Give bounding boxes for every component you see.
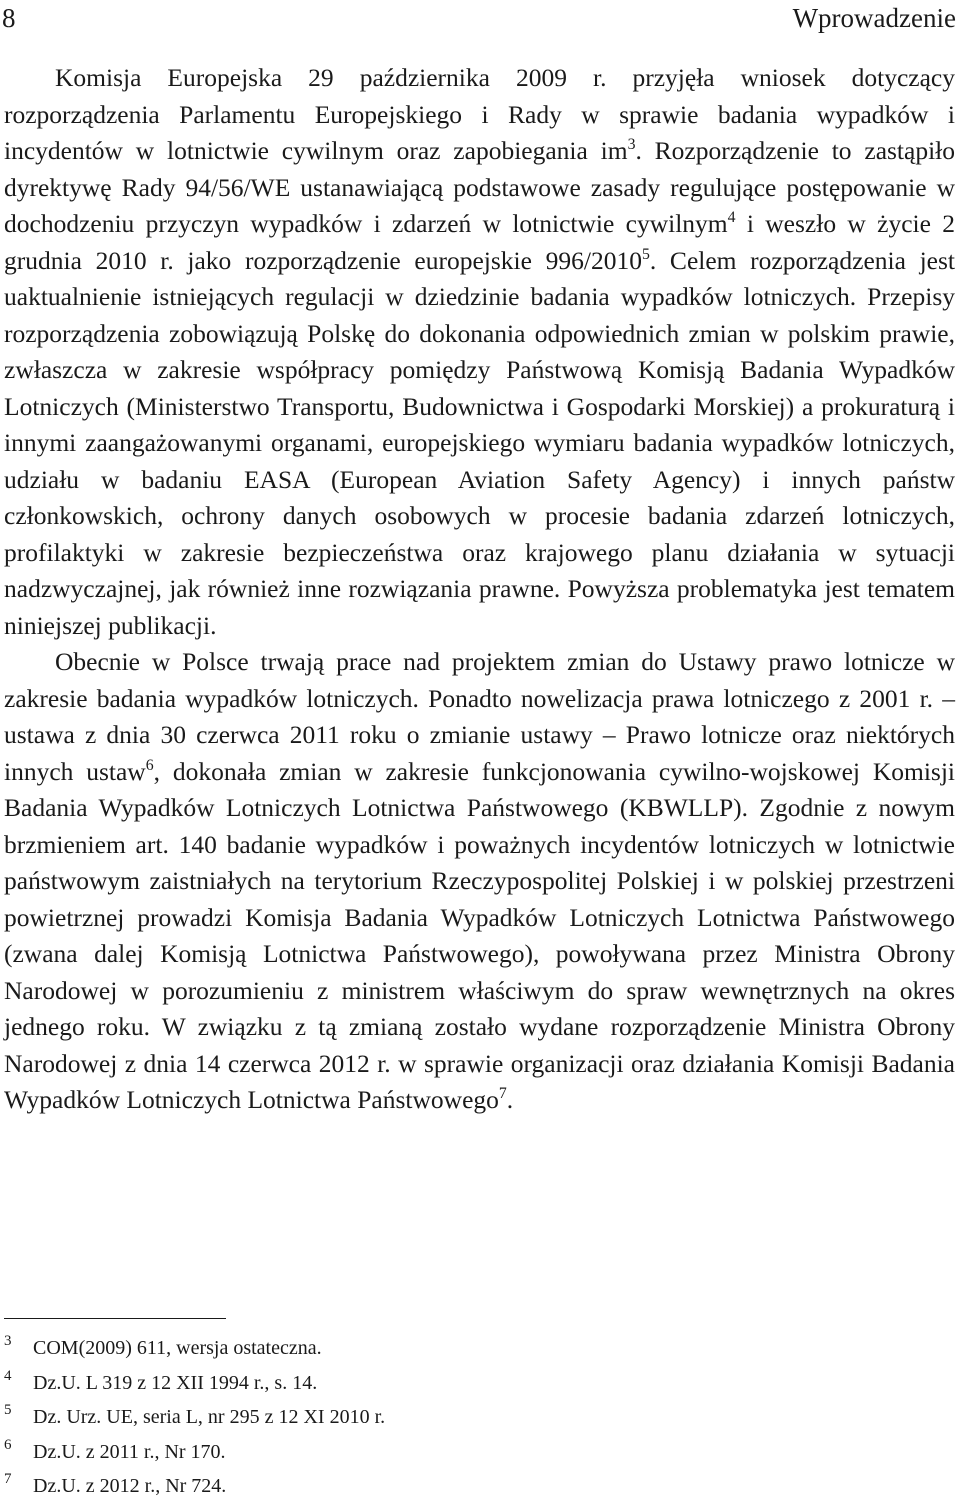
footnote-number: 3 (4, 1333, 12, 1349)
footnotes-list (4, 1331, 904, 1504)
footnote-text: Dz.U. z 2012 r., Nr 724. (33, 1475, 227, 1497)
footnote (4, 1331, 904, 1366)
footnote-number: 7 (4, 1471, 12, 1487)
footnote-number: 4 (4, 1367, 12, 1384)
page-number: 8 (2, 3, 16, 33)
footnote-separator (4, 1318, 226, 1319)
text-run: . (506, 1085, 514, 1114)
text-run: . Rozporządzenie to zastąpiło dyrektywę Rady 94/56/WE ustanawiającą podstawowe zasady regulujące postępowanie w dochodzeniu przyczyn wypadków i zdarzeń w lotnictwie cywilnym (4, 136, 956, 238)
footnote-number: 5 (4, 1402, 12, 1418)
footnote (4, 1366, 904, 1401)
footnote-number: 6 (4, 1436, 12, 1453)
text-run: Obecnie w Polsce trwają prace nad projektem zmian do Ustawy prawo lotnicze w zakresie badania wypadków lotniczych. Ponadto nowelizacja prawa lotniczego z 2001 r. – ustawa z dnia 30 czerwca 2011 roku o zmianie ustawy – Prawo lotnicze oraz niektórych innych ustaw (4, 647, 955, 786)
text-run: . Celem rozporządzenia jest uaktualnienie istniejących regulacji w dziedzinie badania wypadków lotniczych. Przepisy rozporządzenia zobowiązują Polskę do dokonania odpowiednich zmian w polskim prawie, zwłaszcza w zakresie współpracy pomiędzy Państwową Komisją Badania Wypadków Lotniczych (Ministerstwo Transportu, Budownictwa i Gospodarki Morskiej) a prokuraturą i innymi zaangażowanymi organami, europejskiego wymiaru badania wypadków lotniczych, udziału w badaniu EASA (European Aviation Safety Agency) i innych państw członkowskich, ochrony danych osobowych w procesie badania zdarzeń lotniczych, profilaktyki w zakresie bezpieczeństwa oraz krajowego planu działania w sytuacji nadzwyczajnej, jak również inne rozwiązania prawne. Powyższa problematyka jest tematem niniejszej publikacji. (4, 245, 956, 640)
section-title: Wprowadzenie (792, 3, 956, 33)
text-run: i weszło w życie 2 grudnia 2010 r. jako rozporządzenie europejskie 996/2010 (4, 209, 955, 275)
footnote (4, 1435, 904, 1470)
footnote-reference[interactable]: 4 (727, 209, 736, 227)
text-run: Komisja Europejska 29 października 2009 r. przyjęła wniosek dotyczący rozporządzenia Parlamentu Europejskiego i Rady w sprawie badania wypadków i incydentów w lotnictwie cywilnym oraz zapobiegania im (4, 63, 955, 165)
paragraph (4, 60, 955, 644)
footnote-reference[interactable]: 7 (498, 1085, 507, 1103)
paragraph (4, 644, 955, 1119)
text-run: , dokonała zmian w zakresie funkcjonowania cywilno-wojskowej Komisji Badania Wypadków Lotniczych Lotnictwa Państwowego (KBWLLP). Zgodnie z nowym brzmieniem art. 140 badanie wypadków i poważnych incydentów lotniczych w lotnictwie państwowym zaistniałych na terytorium Rzeczypospolitej Polskiej i w polskiej przestrzeni powietrznej prowadzi Komisja Badania Wypadków Lotniczych Lotnictwa Państwowego (zwana dalej Komisją Lotnictwa Państwowego), powoływana przez Ministra Obrony Narodowej w porozumieniu z ministrem właściwym do spraw wewnętrznych na okres jednego roku. W związku z tą zmianą zostało wydane rozporządzenie Ministra Obrony Narodowej z dnia 14 czerwca 2012 r. w sprawie organizacji oraz działania Komisji Badania Wypadków Lotniczych Lotnictwa Państwowego (4, 756, 955, 1114)
footnote (4, 1400, 904, 1435)
footnote-text: Dz. Urz. UE, seria L, nr 295 z 12 XI 2010 r. (33, 1406, 386, 1428)
footnote-text: Dz.U. L 319 z 12 XII 1994 r., s. 14. (33, 1371, 318, 1394)
footnote-text: Dz.U. z 2011 r., Nr 170. (33, 1440, 226, 1463)
footnote-reference[interactable]: 6 (145, 756, 154, 774)
footnote-reference[interactable]: 3 (627, 136, 636, 154)
footnote-text: COM(2009) 611, wersja ostateczna. (33, 1337, 322, 1359)
footnote (4, 1469, 904, 1504)
main-text (4, 60, 955, 1119)
footnote-reference[interactable]: 5 (641, 245, 650, 263)
running-header (0, 0, 956, 40)
